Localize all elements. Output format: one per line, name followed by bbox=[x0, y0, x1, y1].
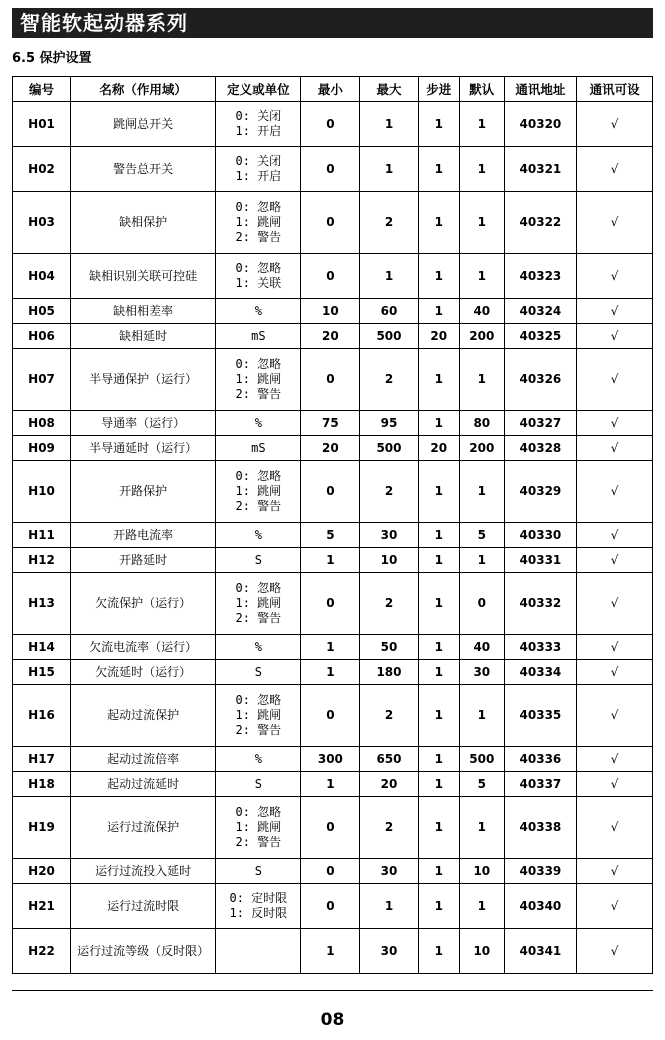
param-code-cell: H21 bbox=[13, 884, 71, 929]
param-step-cell: 1 bbox=[418, 747, 459, 772]
param-step-cell: 1 bbox=[418, 884, 459, 929]
table-row bbox=[13, 884, 653, 929]
definition-option: % bbox=[254, 415, 262, 430]
definition-option: 1: 跳闸 bbox=[235, 372, 282, 386]
param-definition-cell bbox=[216, 548, 301, 573]
param-definition-cell bbox=[216, 349, 301, 411]
param-default-cell: 5 bbox=[460, 523, 505, 548]
definition-option: S bbox=[254, 863, 262, 878]
param-settable-cell: √ bbox=[577, 324, 653, 349]
table-row bbox=[13, 436, 653, 461]
param-default-cell: 80 bbox=[460, 411, 505, 436]
definition-option: 1: 开启 bbox=[235, 169, 282, 183]
param-definition-cell bbox=[216, 747, 301, 772]
param-address-cell: 40326 bbox=[504, 349, 577, 411]
param-definition-cell bbox=[216, 685, 301, 747]
definition-option: 0: 忽略 bbox=[235, 581, 282, 595]
param-default-cell: 10 bbox=[460, 859, 505, 884]
param-address-cell: 40323 bbox=[504, 254, 577, 299]
param-definition-cell bbox=[216, 884, 301, 929]
param-code-cell: H09 bbox=[13, 436, 71, 461]
definition-option: 0: 忽略 bbox=[235, 469, 282, 483]
param-code-cell: H15 bbox=[13, 660, 71, 685]
param-definition-cell bbox=[216, 254, 301, 299]
definition-option: S bbox=[254, 776, 262, 791]
param-min-cell: 1 bbox=[301, 660, 360, 685]
param-code-cell: H05 bbox=[13, 299, 71, 324]
param-max-cell: 30 bbox=[360, 929, 418, 974]
param-step-cell: 1 bbox=[418, 349, 459, 411]
column-header-definition: 定义或单位 bbox=[216, 77, 301, 102]
table-header-row bbox=[13, 77, 653, 102]
param-name-cell: 缺相相差率 bbox=[71, 299, 216, 324]
param-settable-cell: √ bbox=[577, 929, 653, 974]
definition-option: S bbox=[254, 664, 262, 679]
param-settable-cell: √ bbox=[577, 102, 653, 147]
definition-option: 1: 反时限 bbox=[229, 906, 288, 920]
definition-option: 1: 跳闸 bbox=[235, 820, 282, 834]
param-step-cell: 1 bbox=[418, 102, 459, 147]
param-min-cell: 0 bbox=[301, 797, 360, 859]
param-definition-cell bbox=[216, 192, 301, 254]
table-row bbox=[13, 797, 653, 859]
param-address-cell: 40340 bbox=[504, 884, 577, 929]
param-code-cell: H14 bbox=[13, 635, 71, 660]
param-step-cell: 1 bbox=[418, 929, 459, 974]
param-default-cell: 10 bbox=[460, 929, 505, 974]
table-row bbox=[13, 254, 653, 299]
param-max-cell: 2 bbox=[360, 192, 418, 254]
definition-option: 0: 关闭 bbox=[235, 109, 282, 123]
definition-option: 1: 关联 bbox=[235, 276, 282, 290]
section-title: 6.5 保护设置 bbox=[12, 51, 92, 66]
param-min-cell: 0 bbox=[301, 349, 360, 411]
param-min-cell: 0 bbox=[301, 884, 360, 929]
definition-option: S bbox=[254, 552, 262, 567]
param-definition-cell bbox=[216, 411, 301, 436]
param-default-cell: 1 bbox=[460, 102, 505, 147]
param-name-cell: 起动过流倍率 bbox=[71, 747, 216, 772]
param-step-cell: 1 bbox=[418, 147, 459, 192]
param-max-cell: 30 bbox=[360, 523, 418, 548]
table-row bbox=[13, 147, 653, 192]
param-definition-cell bbox=[216, 635, 301, 660]
definition-option: 2: 警告 bbox=[235, 230, 282, 244]
param-max-cell: 180 bbox=[360, 660, 418, 685]
param-min-cell: 1 bbox=[301, 548, 360, 573]
param-address-cell: 40325 bbox=[504, 324, 577, 349]
table-row bbox=[13, 929, 653, 974]
param-step-cell: 1 bbox=[418, 254, 459, 299]
definition-option: 0: 定时限 bbox=[229, 891, 288, 905]
definition-option: 0: 忽略 bbox=[235, 805, 282, 819]
table-row bbox=[13, 324, 653, 349]
param-definition-cell bbox=[216, 461, 301, 523]
param-code-cell: H11 bbox=[13, 523, 71, 548]
param-address-cell: 40339 bbox=[504, 859, 577, 884]
param-address-cell: 40337 bbox=[504, 772, 577, 797]
param-address-cell: 40329 bbox=[504, 461, 577, 523]
table-row bbox=[13, 461, 653, 523]
param-default-cell: 1 bbox=[460, 461, 505, 523]
param-step-cell: 1 bbox=[418, 635, 459, 660]
table-row bbox=[13, 859, 653, 884]
series-title: 智能软起动器系列 bbox=[20, 11, 188, 35]
series-title-banner bbox=[12, 8, 653, 38]
param-address-cell: 40327 bbox=[504, 411, 577, 436]
param-code-cell: H20 bbox=[13, 859, 71, 884]
footer-divider bbox=[12, 990, 653, 991]
param-name-cell: 缺相识别关联可控硅 bbox=[71, 254, 216, 299]
definition-option: 1: 跳闸 bbox=[235, 215, 282, 229]
definition-option: % bbox=[254, 751, 262, 766]
param-default-cell: 1 bbox=[460, 192, 505, 254]
param-name-cell: 欠流保护（运行） bbox=[71, 573, 216, 635]
column-header-name: 名称（作用域） bbox=[71, 77, 216, 102]
param-definition-cell bbox=[216, 299, 301, 324]
param-max-cell: 500 bbox=[360, 324, 418, 349]
table-row bbox=[13, 523, 653, 548]
param-step-cell: 1 bbox=[418, 523, 459, 548]
table-body bbox=[13, 102, 653, 974]
param-default-cell: 200 bbox=[460, 324, 505, 349]
param-address-cell: 40331 bbox=[504, 548, 577, 573]
param-settable-cell: √ bbox=[577, 147, 653, 192]
param-name-cell: 开路延时 bbox=[71, 548, 216, 573]
definition-option: 2: 警告 bbox=[235, 499, 282, 513]
column-header-max: 最大 bbox=[360, 77, 418, 102]
param-code-cell: H17 bbox=[13, 747, 71, 772]
param-code-cell: H08 bbox=[13, 411, 71, 436]
definition-option: % bbox=[254, 527, 262, 542]
param-name-cell: 跳闸总开关 bbox=[71, 102, 216, 147]
param-max-cell: 2 bbox=[360, 349, 418, 411]
param-settable-cell: √ bbox=[577, 436, 653, 461]
param-max-cell: 2 bbox=[360, 685, 418, 747]
table-row bbox=[13, 548, 653, 573]
param-settable-cell: √ bbox=[577, 685, 653, 747]
param-code-cell: H07 bbox=[13, 349, 71, 411]
param-settable-cell: √ bbox=[577, 548, 653, 573]
page-number: 08 bbox=[320, 1010, 345, 1030]
definition-option: 1: 跳闸 bbox=[235, 596, 282, 610]
param-name-cell: 缺相延时 bbox=[71, 324, 216, 349]
param-code-cell: H22 bbox=[13, 929, 71, 974]
param-code-cell: H03 bbox=[13, 192, 71, 254]
param-step-cell: 1 bbox=[418, 859, 459, 884]
param-settable-cell: √ bbox=[577, 411, 653, 436]
definition-option: 0: 关闭 bbox=[235, 154, 282, 168]
param-definition-cell bbox=[216, 797, 301, 859]
param-code-cell: H18 bbox=[13, 772, 71, 797]
param-min-cell: 0 bbox=[301, 573, 360, 635]
definition-option: mS bbox=[251, 328, 266, 343]
param-code-cell: H01 bbox=[13, 102, 71, 147]
param-settable-cell: √ bbox=[577, 192, 653, 254]
param-step-cell: 20 bbox=[418, 436, 459, 461]
column-header-code: 编号 bbox=[13, 77, 71, 102]
param-code-cell: H06 bbox=[13, 324, 71, 349]
param-code-cell: H02 bbox=[13, 147, 71, 192]
param-name-cell: 运行过流等级（反时限） bbox=[71, 929, 216, 974]
param-settable-cell: √ bbox=[577, 349, 653, 411]
param-max-cell: 2 bbox=[360, 461, 418, 523]
param-default-cell: 30 bbox=[460, 660, 505, 685]
param-name-cell: 起动过流保护 bbox=[71, 685, 216, 747]
definition-option: mS bbox=[251, 440, 266, 455]
table-row bbox=[13, 349, 653, 411]
definition-option: 2: 警告 bbox=[235, 835, 282, 849]
param-name-cell: 欠流电流率（运行） bbox=[71, 635, 216, 660]
param-min-cell: 0 bbox=[301, 461, 360, 523]
column-header-step: 步进 bbox=[418, 77, 459, 102]
param-code-cell: H13 bbox=[13, 573, 71, 635]
param-step-cell: 1 bbox=[418, 573, 459, 635]
param-settable-cell: √ bbox=[577, 573, 653, 635]
param-settable-cell: √ bbox=[577, 254, 653, 299]
param-min-cell: 1 bbox=[301, 772, 360, 797]
param-min-cell: 0 bbox=[301, 254, 360, 299]
param-address-cell: 40335 bbox=[504, 685, 577, 747]
param-code-cell: H10 bbox=[13, 461, 71, 523]
param-step-cell: 1 bbox=[418, 660, 459, 685]
param-min-cell: 0 bbox=[301, 685, 360, 747]
param-min-cell: 5 bbox=[301, 523, 360, 548]
param-settable-cell: √ bbox=[577, 797, 653, 859]
param-min-cell: 0 bbox=[301, 859, 360, 884]
param-definition-cell bbox=[216, 772, 301, 797]
param-settable-cell: √ bbox=[577, 635, 653, 660]
param-step-cell: 1 bbox=[418, 548, 459, 573]
param-name-cell: 欠流延时（运行） bbox=[71, 660, 216, 685]
param-max-cell: 60 bbox=[360, 299, 418, 324]
param-min-cell: 20 bbox=[301, 324, 360, 349]
definition-option: 0: 忽略 bbox=[235, 200, 282, 214]
param-default-cell: 1 bbox=[460, 349, 505, 411]
table-row bbox=[13, 685, 653, 747]
param-max-cell: 95 bbox=[360, 411, 418, 436]
param-name-cell: 运行过流时限 bbox=[71, 884, 216, 929]
param-address-cell: 40320 bbox=[504, 102, 577, 147]
param-definition-cell bbox=[216, 102, 301, 147]
table-row bbox=[13, 299, 653, 324]
param-min-cell: 0 bbox=[301, 102, 360, 147]
column-header-default: 默认 bbox=[460, 77, 505, 102]
param-default-cell: 40 bbox=[460, 299, 505, 324]
definition-option: 2: 警告 bbox=[235, 611, 282, 625]
table-row bbox=[13, 772, 653, 797]
param-address-cell: 40333 bbox=[504, 635, 577, 660]
param-definition-cell bbox=[216, 147, 301, 192]
param-step-cell: 1 bbox=[418, 685, 459, 747]
param-default-cell: 1 bbox=[460, 147, 505, 192]
param-name-cell: 运行过流保护 bbox=[71, 797, 216, 859]
definition-option: 0: 忽略 bbox=[235, 261, 282, 275]
param-settable-cell: √ bbox=[577, 660, 653, 685]
definition-option: 0: 忽略 bbox=[235, 693, 282, 707]
param-address-cell: 40328 bbox=[504, 436, 577, 461]
param-name-cell: 起动过流延时 bbox=[71, 772, 216, 797]
definition-option: 1: 跳闸 bbox=[235, 708, 282, 722]
param-code-cell: H12 bbox=[13, 548, 71, 573]
param-definition-cell bbox=[216, 929, 301, 974]
param-definition-cell bbox=[216, 436, 301, 461]
param-code-cell: H16 bbox=[13, 685, 71, 747]
param-default-cell: 500 bbox=[460, 747, 505, 772]
table-row bbox=[13, 192, 653, 254]
param-min-cell: 0 bbox=[301, 147, 360, 192]
param-name-cell: 缺相保护 bbox=[71, 192, 216, 254]
definition-option: 2: 警告 bbox=[235, 723, 282, 737]
param-step-cell: 1 bbox=[418, 411, 459, 436]
param-min-cell: 0 bbox=[301, 192, 360, 254]
param-max-cell: 650 bbox=[360, 747, 418, 772]
param-settable-cell: √ bbox=[577, 461, 653, 523]
param-address-cell: 40334 bbox=[504, 660, 577, 685]
param-max-cell: 1 bbox=[360, 102, 418, 147]
param-min-cell: 10 bbox=[301, 299, 360, 324]
param-default-cell: 40 bbox=[460, 635, 505, 660]
param-default-cell: 1 bbox=[460, 797, 505, 859]
param-step-cell: 1 bbox=[418, 461, 459, 523]
definition-option: 1: 开启 bbox=[235, 124, 282, 138]
param-min-cell: 20 bbox=[301, 436, 360, 461]
param-max-cell: 2 bbox=[360, 797, 418, 859]
param-settable-cell: √ bbox=[577, 523, 653, 548]
definition-option: 0: 忽略 bbox=[235, 357, 282, 371]
param-settable-cell: √ bbox=[577, 884, 653, 929]
param-max-cell: 10 bbox=[360, 548, 418, 573]
param-step-cell: 1 bbox=[418, 299, 459, 324]
param-definition-cell bbox=[216, 859, 301, 884]
param-definition-cell bbox=[216, 324, 301, 349]
param-address-cell: 40332 bbox=[504, 573, 577, 635]
table-row bbox=[13, 635, 653, 660]
param-address-cell: 40336 bbox=[504, 747, 577, 772]
param-max-cell: 20 bbox=[360, 772, 418, 797]
param-settable-cell: √ bbox=[577, 747, 653, 772]
table-row bbox=[13, 411, 653, 436]
definition-option: % bbox=[254, 303, 262, 318]
table-row bbox=[13, 102, 653, 147]
param-default-cell: 5 bbox=[460, 772, 505, 797]
definition-option: 1: 跳闸 bbox=[235, 484, 282, 498]
param-name-cell: 开路保护 bbox=[71, 461, 216, 523]
param-code-cell: H04 bbox=[13, 254, 71, 299]
param-default-cell: 1 bbox=[460, 685, 505, 747]
param-address-cell: 40321 bbox=[504, 147, 577, 192]
param-min-cell: 75 bbox=[301, 411, 360, 436]
param-step-cell: 1 bbox=[418, 797, 459, 859]
param-default-cell: 200 bbox=[460, 436, 505, 461]
param-step-cell: 20 bbox=[418, 324, 459, 349]
param-default-cell: 1 bbox=[460, 884, 505, 929]
param-max-cell: 1 bbox=[360, 254, 418, 299]
param-default-cell: 0 bbox=[460, 573, 505, 635]
param-definition-cell bbox=[216, 573, 301, 635]
column-header-settable: 通讯可设 bbox=[577, 77, 653, 102]
table-row bbox=[13, 660, 653, 685]
table-row bbox=[13, 573, 653, 635]
param-settable-cell: √ bbox=[577, 772, 653, 797]
param-name-cell: 开路电流率 bbox=[71, 523, 216, 548]
param-max-cell: 1 bbox=[360, 147, 418, 192]
param-name-cell: 半导通延时（运行） bbox=[71, 436, 216, 461]
param-max-cell: 30 bbox=[360, 859, 418, 884]
param-max-cell: 50 bbox=[360, 635, 418, 660]
param-min-cell: 1 bbox=[301, 635, 360, 660]
param-step-cell: 1 bbox=[418, 192, 459, 254]
param-address-cell: 40338 bbox=[504, 797, 577, 859]
param-max-cell: 500 bbox=[360, 436, 418, 461]
param-default-cell: 1 bbox=[460, 548, 505, 573]
param-name-cell: 导通率（运行） bbox=[71, 411, 216, 436]
param-default-cell: 1 bbox=[460, 254, 505, 299]
param-min-cell: 1 bbox=[301, 929, 360, 974]
param-settable-cell: √ bbox=[577, 859, 653, 884]
definition-option: 2: 警告 bbox=[235, 387, 282, 401]
column-header-min: 最小 bbox=[301, 77, 360, 102]
param-code-cell: H19 bbox=[13, 797, 71, 859]
param-step-cell: 1 bbox=[418, 772, 459, 797]
column-header-address: 通讯地址 bbox=[504, 77, 577, 102]
definition-option: % bbox=[254, 639, 262, 654]
param-min-cell: 300 bbox=[301, 747, 360, 772]
param-name-cell: 警告总开关 bbox=[71, 147, 216, 192]
param-address-cell: 40330 bbox=[504, 523, 577, 548]
param-definition-cell bbox=[216, 660, 301, 685]
param-address-cell: 40322 bbox=[504, 192, 577, 254]
param-name-cell: 半导通保护（运行） bbox=[71, 349, 216, 411]
param-definition-cell bbox=[216, 523, 301, 548]
param-name-cell: 运行过流投入延时 bbox=[71, 859, 216, 884]
table-row bbox=[13, 747, 653, 772]
param-max-cell: 2 bbox=[360, 573, 418, 635]
protection-settings-table bbox=[12, 76, 653, 974]
param-address-cell: 40341 bbox=[504, 929, 577, 974]
param-settable-cell: √ bbox=[577, 299, 653, 324]
param-max-cell: 1 bbox=[360, 884, 418, 929]
param-address-cell: 40324 bbox=[504, 299, 577, 324]
